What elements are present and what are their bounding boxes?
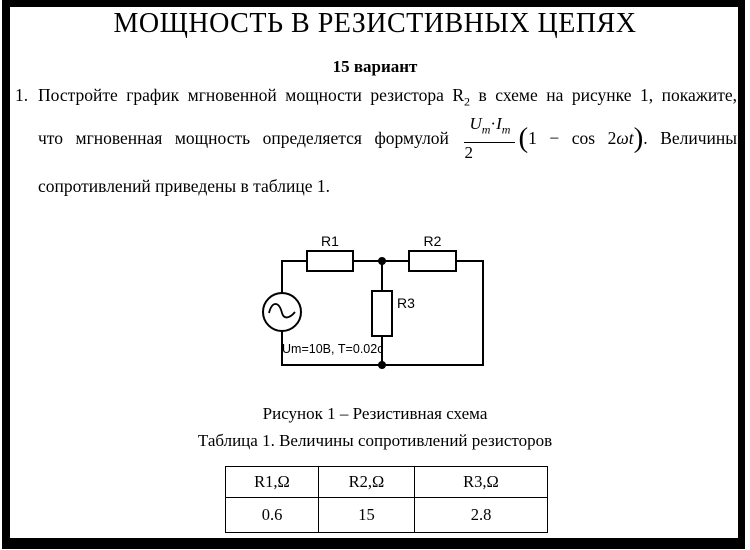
table-value-r3: 2.8	[415, 498, 548, 533]
problem-line1-end: в схеме на рисунке 1, покажите,	[470, 85, 737, 105]
formula-u-sub: m	[481, 122, 491, 137]
formula-dot: ·	[490, 114, 497, 134]
formula-i-sub: m	[501, 122, 511, 137]
problem-text-line3: сопротивлений приведены в таблице 1.	[38, 176, 330, 196]
formula-paren-body: 1 − cos 2	[528, 127, 617, 148]
variant-subtitle: 15 вариант	[332, 57, 418, 76]
formula-i: I	[496, 114, 502, 134]
wire-right	[482, 260, 484, 366]
resistor-r3-box	[371, 290, 393, 337]
table-value-r2: 15	[319, 498, 415, 533]
problem-line2-after: Величины	[660, 127, 738, 148]
resistor-r2-label: R2	[423, 233, 442, 249]
table-header-row	[226, 467, 548, 498]
problem-text-line1	[38, 85, 737, 110]
table-header-r3: R3,Ω	[415, 467, 548, 498]
problem-number: 1.	[15, 85, 29, 105]
formula-right-paren: )	[633, 121, 644, 154]
resistor-r3-label: R3	[397, 295, 415, 311]
formula-period: .	[643, 127, 648, 148]
formula-denominator: 2	[464, 142, 473, 162]
resistor-r1-label: R1	[321, 233, 339, 249]
table-value-row	[226, 498, 548, 533]
table-value-r1: 0.6	[226, 498, 319, 533]
ac-source	[262, 292, 302, 332]
problem-line2-before: что мгновенная мощность определяется формулой	[38, 127, 449, 148]
problem-text-line2	[38, 112, 737, 164]
junction-dot-top	[378, 257, 386, 265]
circuit-diagram	[255, 230, 515, 382]
resistor-r2-box	[408, 250, 457, 272]
formula-fraction	[464, 113, 515, 162]
problem-line1-start: Постройте график мгновенной мощности резистора R	[38, 85, 465, 105]
junction-dot-bottom	[378, 361, 386, 369]
table-caption: Таблица 1. Величины сопротивлений резисторов	[197, 431, 553, 450]
table-header-r1: R1,Ω	[226, 467, 319, 498]
figure-caption: Рисунок 1 – Резистивная схема	[262, 404, 488, 423]
table-header-r2: R2,Ω	[319, 467, 415, 498]
resistor-r1-box	[306, 250, 354, 272]
resistor-subscript: 2	[464, 94, 471, 109]
formula-numerator	[464, 113, 515, 142]
resistor-values-table	[225, 466, 548, 533]
formula-left-paren: (	[518, 121, 529, 154]
source-parameters-label: Um=10В, T=0.02с	[282, 342, 384, 356]
formula-u: U	[469, 114, 482, 134]
document-title: МОЩНОСТЬ В РЕЗИСТИВНЫХ ЦЕПЯХ	[113, 8, 637, 39]
formula-t: t	[628, 127, 634, 148]
formula-omega: ω	[616, 127, 629, 148]
sine-wave-icon	[267, 303, 297, 321]
